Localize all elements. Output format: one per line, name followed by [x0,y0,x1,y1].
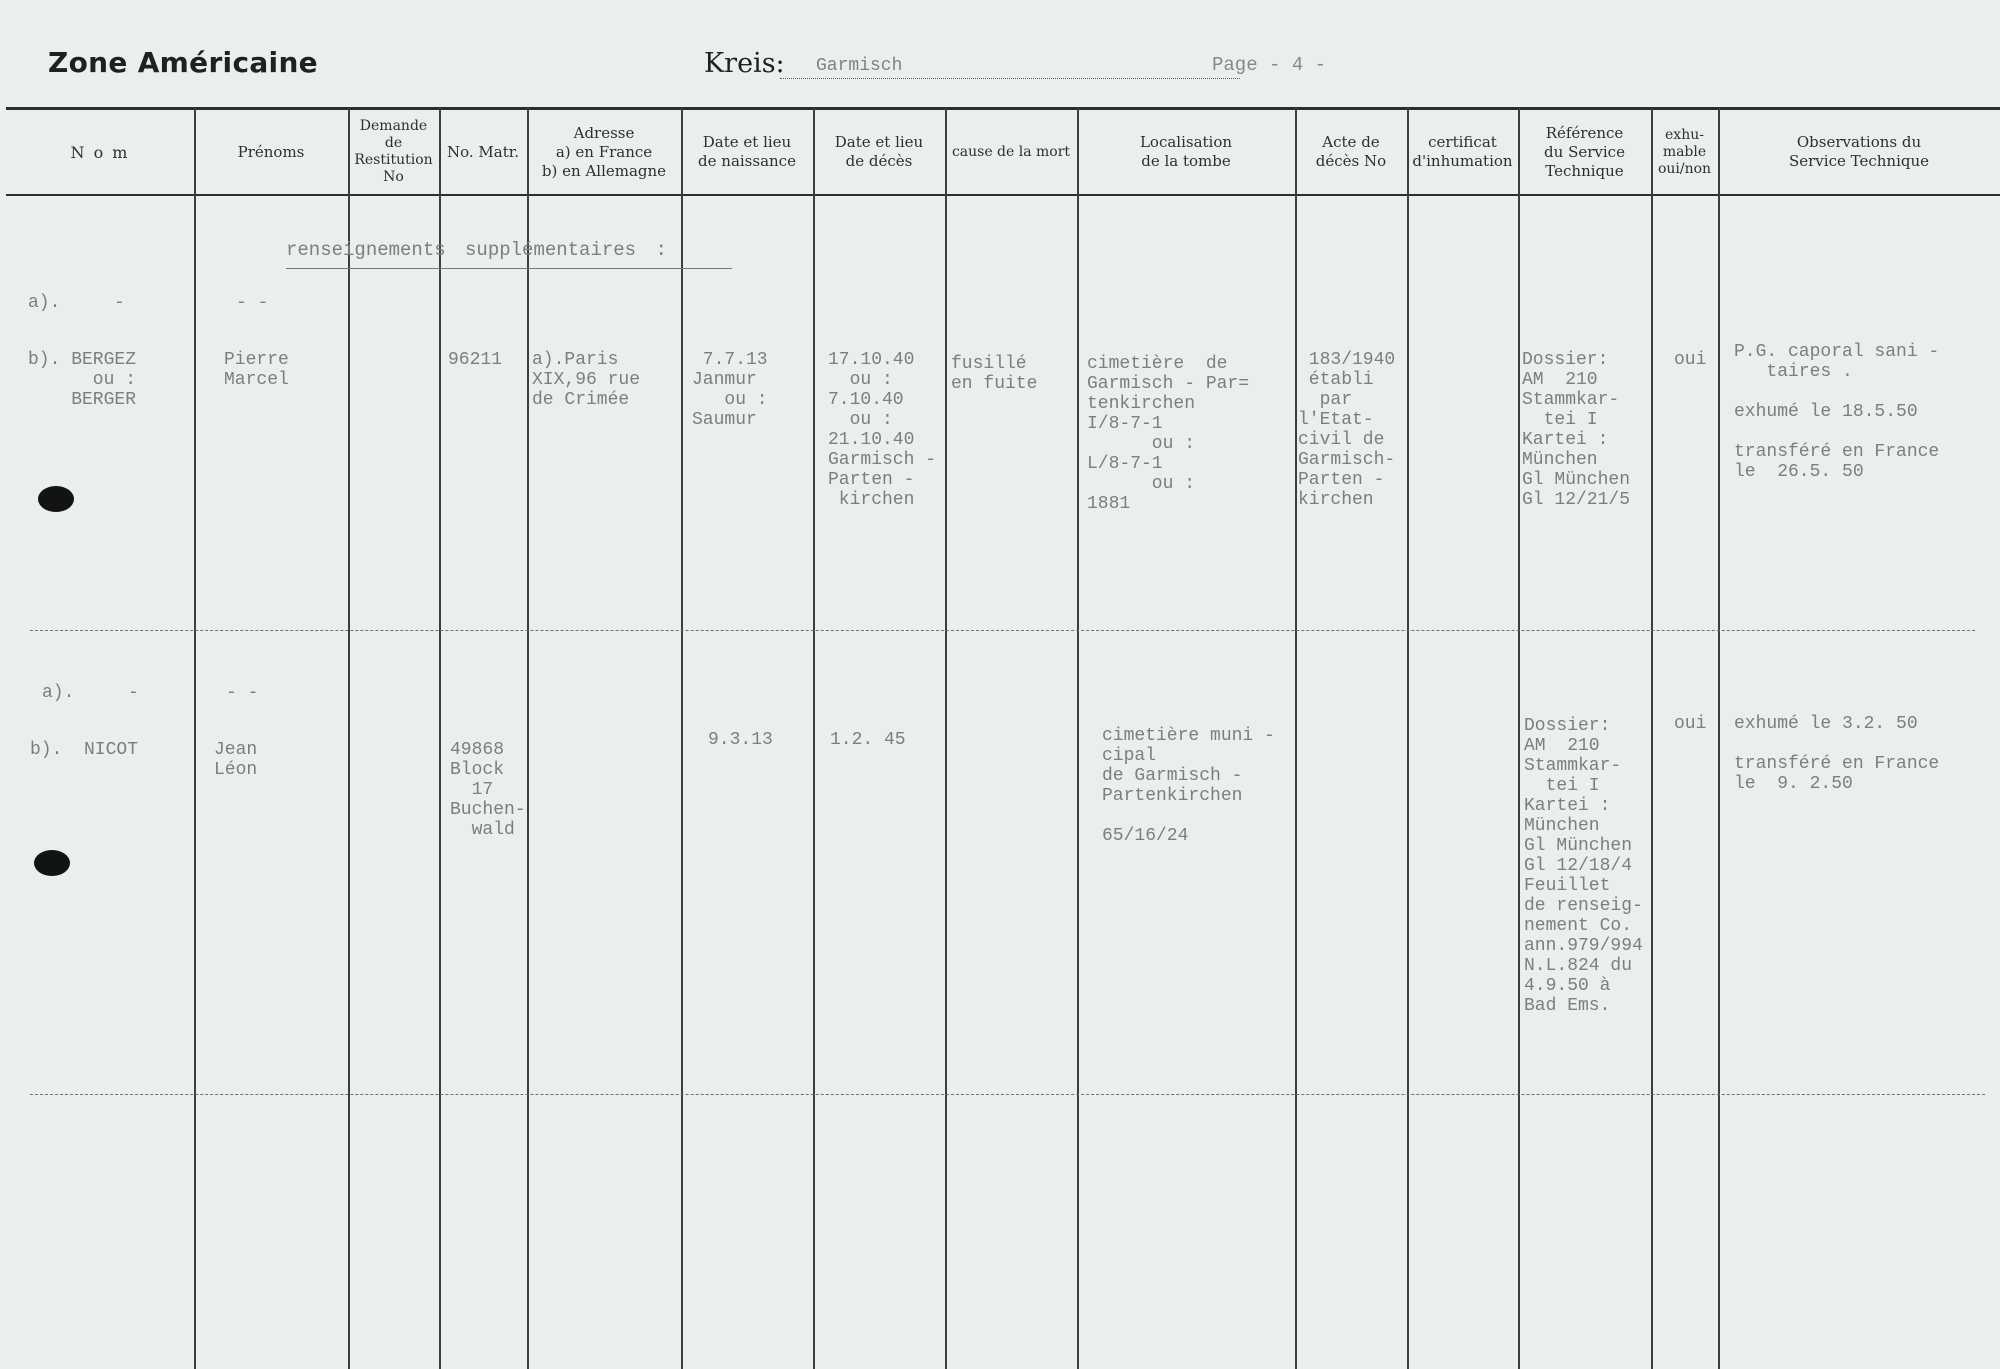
record-1-cause: fusillé en fuite [951,354,1038,394]
col-header-deces: Date et lieu de décès [834,133,924,170]
col-header-prenoms: Prénoms [237,142,305,161]
zone-title: Zone Américaine [48,46,318,79]
record-1-adresse: a).Paris XIX,96 rue de Crimée [532,350,641,410]
record-1-a-prenom-dash: - - [236,293,269,313]
col-header-observations: Observations du Service Technique [1788,133,1930,170]
col-header-exhumable: exhu- mable oui/non [1657,126,1712,177]
record-1-naissance: 7.7.13 Janmur ou : Saumur [692,350,768,430]
kreis-value: Garmisch [780,56,1240,79]
row-separator [30,630,1975,631]
column-divider [194,108,196,1369]
column-divider [1518,108,1520,1369]
punch-hole [38,486,74,512]
record-1-observations: P.G. caporal sani - taires . exhumé le 18.5.50 transféré en France le 26.5. 50 [1734,342,1940,482]
record-1-matricule: 96211 [448,350,503,370]
row-separator [30,1094,1985,1095]
page-number: Page - 4 - [1212,54,1327,76]
record-2-a-dash: - [128,683,139,703]
section-heading: renseignements supplémentaires : [286,239,667,261]
col-header-localisation: Localisation de la tombe [1139,133,1233,170]
record-1-exhumable: oui [1674,350,1707,370]
record-1-acte: 183/1940 établi par l'Etat- civil de Garmisch- Parten - kirchen [1298,350,1396,510]
header-bottom-rule [6,194,2000,196]
col-header-nom: N o m [70,142,130,162]
column-divider [1077,108,1079,1369]
col-header-certificat: certificat d'inhumation [1412,133,1513,170]
column-divider [945,108,947,1369]
col-header-naissance: Date et lieu de naissance [698,133,796,170]
record-2-matricule: 49868 Block 17 Buchen- wald [450,740,526,840]
col-header-acte-deces: Acte de décès No [1315,133,1387,170]
col-header-reference: Référence du Service Technique [1544,123,1625,180]
column-divider [813,108,815,1369]
column-divider [1651,108,1653,1369]
column-divider [348,108,350,1369]
record-2-prenoms: Jean Léon [214,740,258,780]
column-divider [681,108,683,1369]
record-1-prenoms: Pierre Marcel [224,350,289,390]
record-2-exhumable: oui [1674,714,1707,734]
record-2-a-prenom-dash: - - [226,683,259,703]
record-1-nom: b). BERGEZ ou : BERGER [28,350,137,410]
col-header-cause: cause de la mort [951,143,1071,160]
record-1-a-label: a). [28,293,61,313]
record-1-tombe: cimetière de Garmisch - Par= tenkirchen I/8-7-1 ou : L/8-7-1 ou : 1881 [1087,354,1250,514]
record-2-observations: exhumé le 3.2. 50 transféré en France le 9. 2.50 [1734,714,1940,794]
col-header-no-matr: No. Matr. [446,142,520,161]
record-1-deces: 17.10.40 ou : 7.10.40 ou : 21.10.40 Garmisch - Parten - kirchen [828,350,937,510]
col-header-adresse: Adresse a) en France b) en Allemagne [541,123,667,180]
record-2-a-label: a). [42,683,75,703]
record-1-a-dash: - [114,293,125,313]
column-divider [1718,108,1720,1369]
record-2-nom: b). NICOT [30,740,139,760]
column-divider [439,108,441,1369]
record-2-reference: Dossier: AM 210 Stammkar- tei I Kartei : München Gl München Gl 12/18/4 Feuillet de renseig- nement Co. ann.979/994 N.L.824 du 4.9.50 à Bad Ems. [1524,716,1643,1016]
column-divider [1407,108,1409,1369]
record-2-naissance: 9.3.13 [708,730,773,750]
punch-hole [34,850,70,876]
col-header-demande-restitution: Demande de Restitution No [354,118,433,185]
column-divider [527,108,529,1369]
record-2-tombe: cimetière muni - cipal de Garmisch - Partenkirchen 65/16/24 [1102,726,1275,846]
section-heading-underline [286,268,732,269]
column-divider [1295,108,1297,1369]
record-1-reference: Dossier: AM 210 Stammkar- tei I Kartei : München Gl München Gl 12/21/5 [1522,350,1631,510]
record-2-deces: 1.2. 45 [830,730,906,750]
kreis-label: Kreis: [704,48,785,79]
